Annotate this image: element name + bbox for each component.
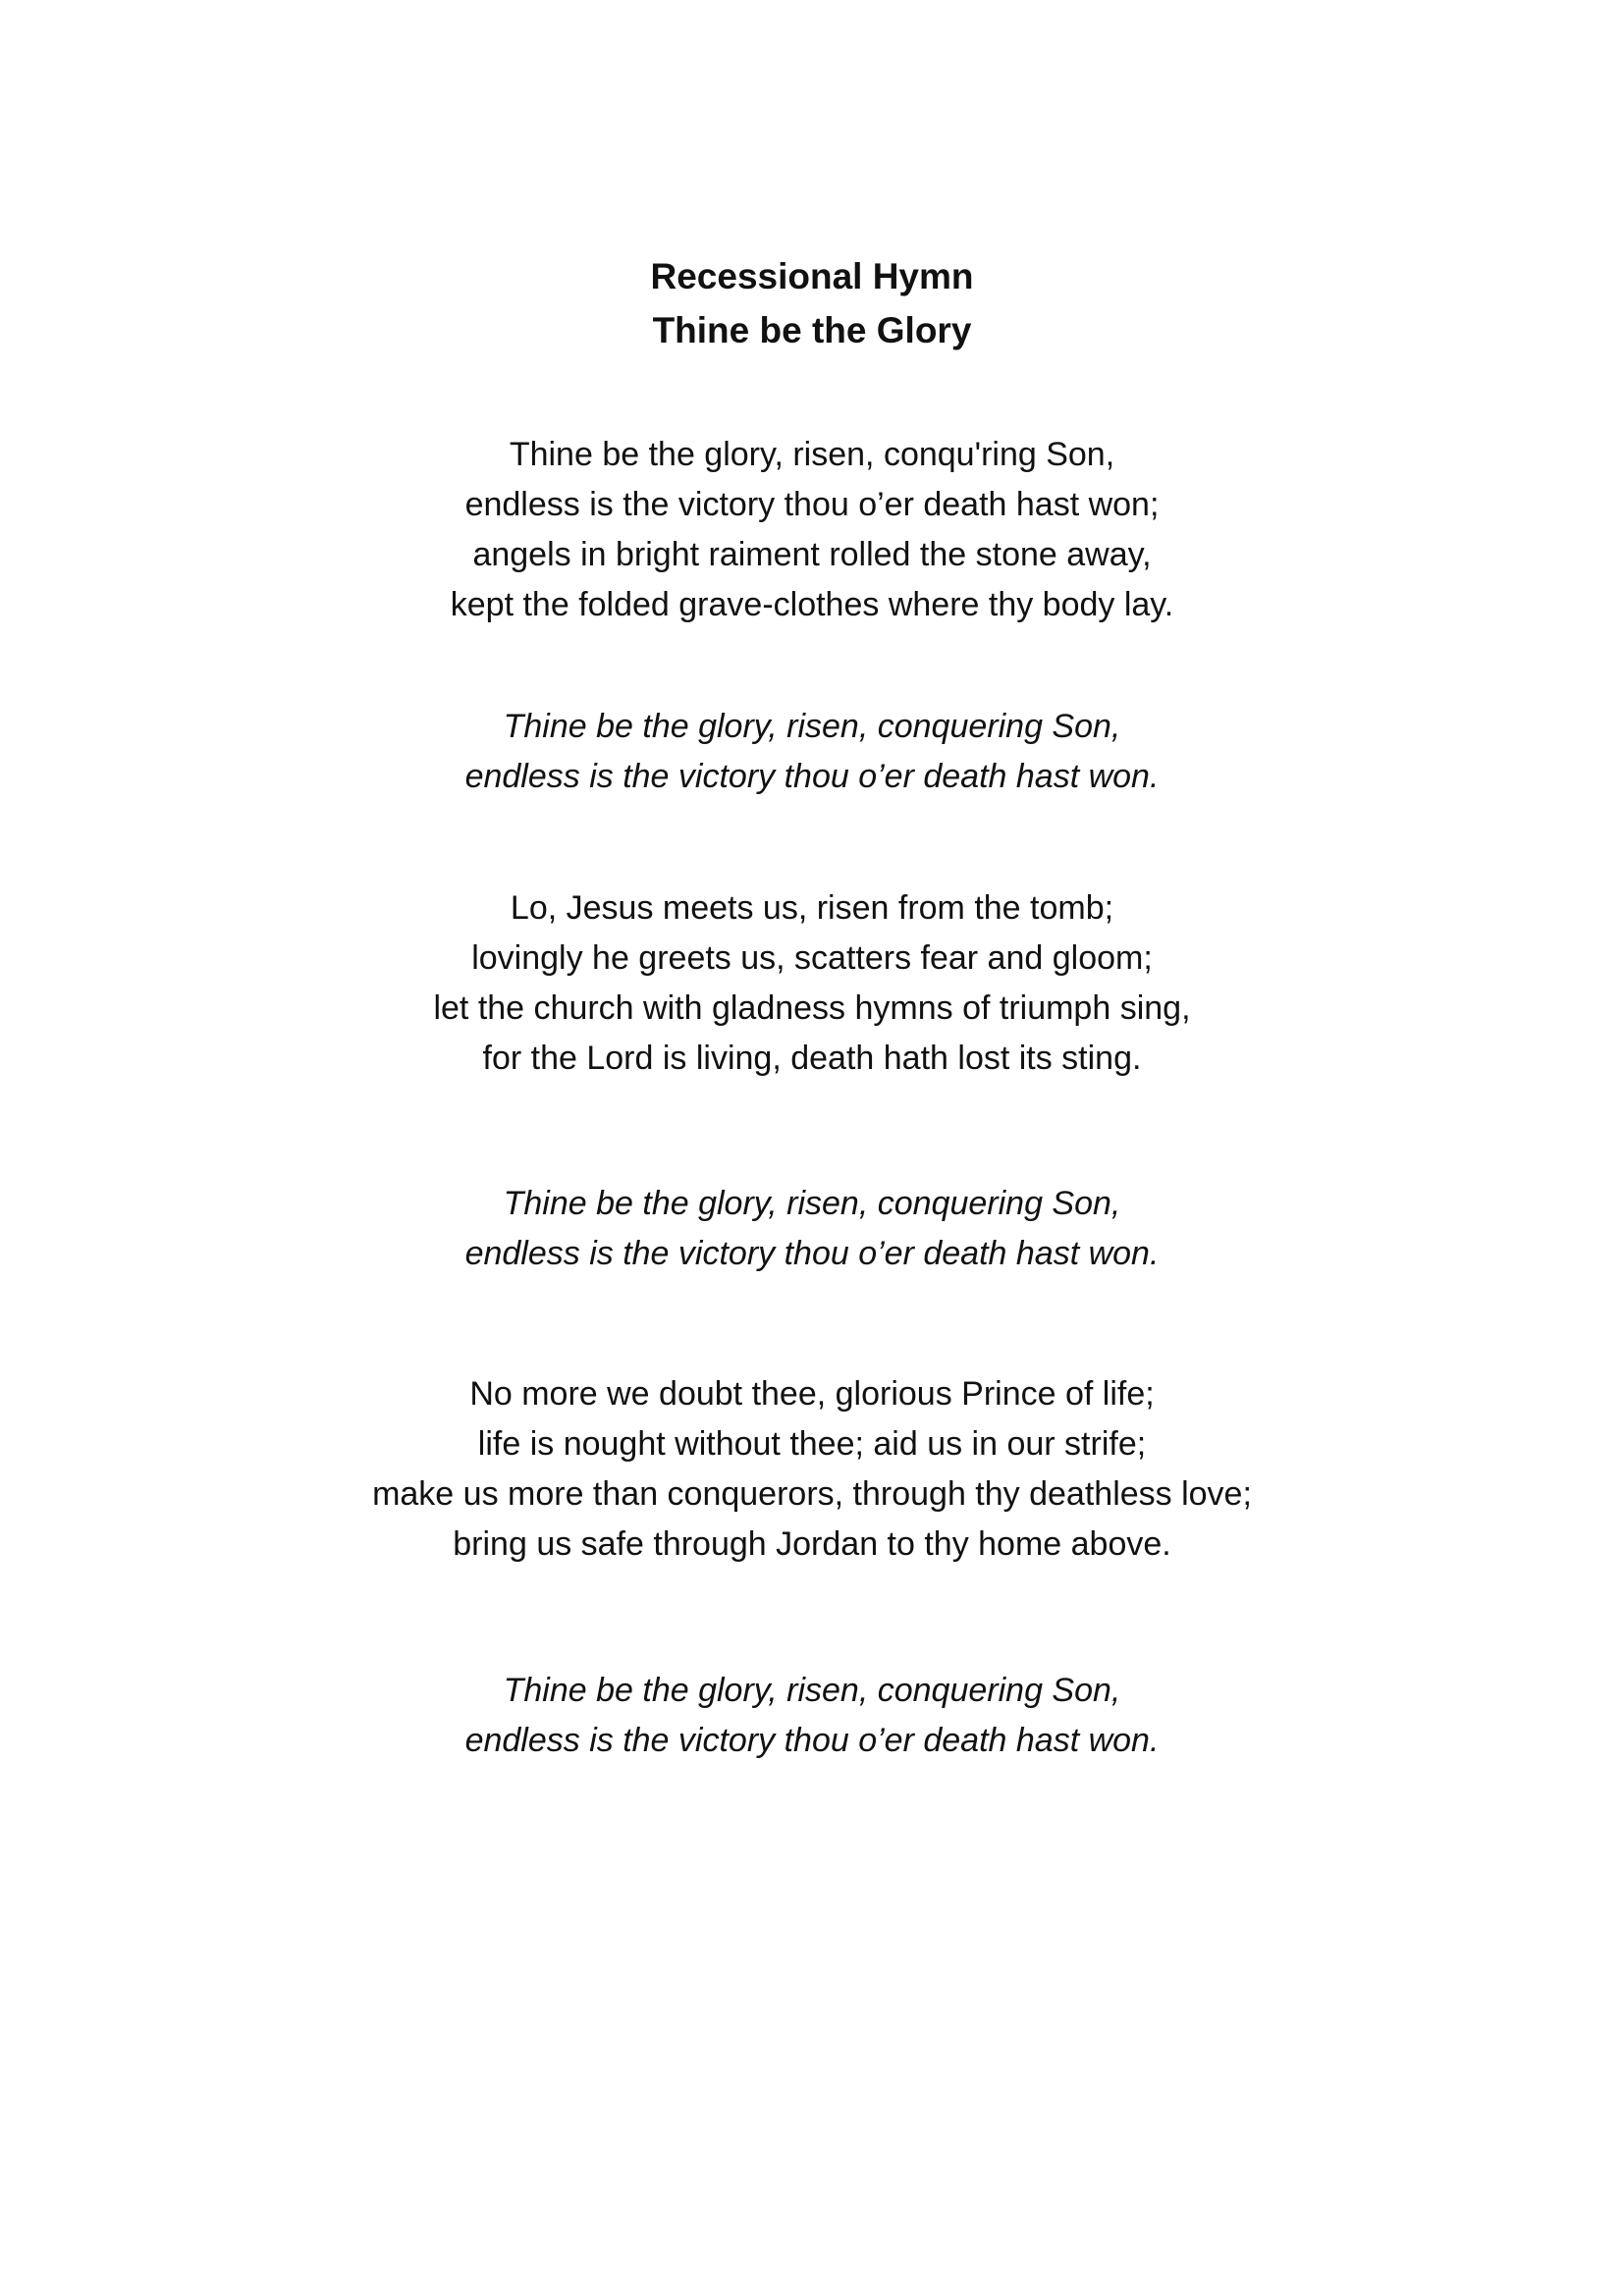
refrain-line: endless is the victory thou o’er death hast won. bbox=[464, 1235, 1160, 1272]
verse-line: No more we doubt thee, glorious Prince of life; bbox=[469, 1375, 1155, 1413]
refrain-line: endless is the victory thou o’er death hast won. bbox=[464, 1722, 1160, 1759]
verse-line: for the Lord is living, death hath lost its sting. bbox=[482, 1040, 1142, 1077]
verse-line: let the church with gladness hymns of triumph sing, bbox=[433, 989, 1191, 1027]
hymn-heading: Recessional Hymn bbox=[650, 256, 974, 296]
refrain-1 bbox=[0, 702, 1624, 802]
verse-line: life is nought without thee; aid us in our strife; bbox=[477, 1425, 1147, 1463]
hymn-name: Thine be the Glory bbox=[652, 310, 972, 350]
refrain-line: Thine be the glory, risen, conquering Son, bbox=[503, 708, 1121, 745]
verse-line: endless is the victory thou o’er death hast won; bbox=[464, 486, 1160, 523]
verse-line: make us more than conquerors, through thy deathless love; bbox=[372, 1475, 1252, 1513]
verse-line: bring us safe through Jordan to thy home above. bbox=[453, 1525, 1171, 1563]
hymn-title-block bbox=[0, 249, 1624, 357]
verse-line: Lo, Jesus meets us, risen from the tomb; bbox=[510, 889, 1114, 927]
verse-line: Thine be the glory, risen, conqu'ring Son, bbox=[509, 436, 1115, 473]
verse-line: angels in bright raiment rolled the stone away, bbox=[472, 536, 1152, 573]
verse-line: lovingly he greets us, scatters fear and gloom; bbox=[471, 939, 1153, 977]
refrain-3 bbox=[0, 1666, 1624, 1766]
verse-line: kept the folded grave-clothes where thy body lay. bbox=[450, 586, 1174, 623]
refrain-line: endless is the victory thou o’er death hast won. bbox=[464, 758, 1160, 795]
verse-1 bbox=[0, 430, 1624, 630]
refrain-2 bbox=[0, 1179, 1624, 1279]
refrain-line: Thine be the glory, risen, conquering Son, bbox=[503, 1672, 1121, 1709]
refrain-line: Thine be the glory, risen, conquering Son, bbox=[503, 1185, 1121, 1222]
verse-3 bbox=[0, 1369, 1624, 1570]
verse-2 bbox=[0, 883, 1624, 1084]
